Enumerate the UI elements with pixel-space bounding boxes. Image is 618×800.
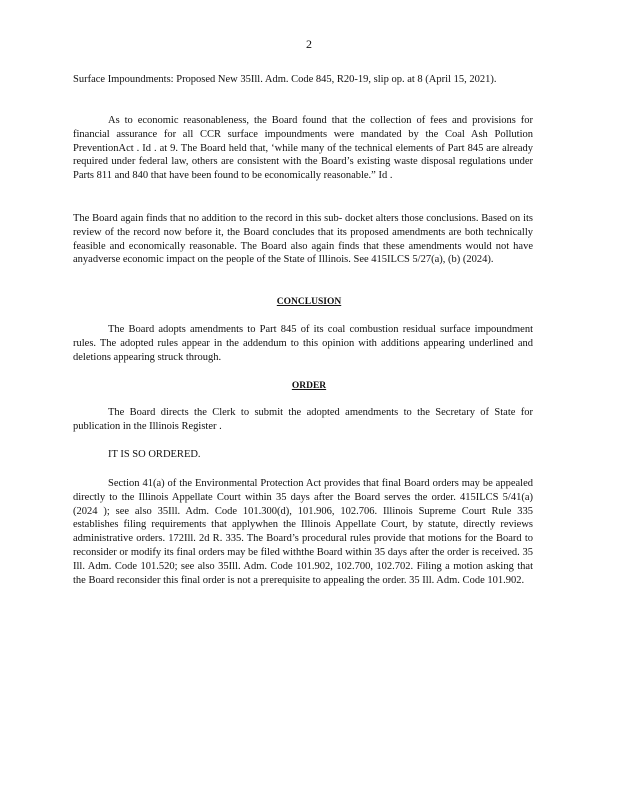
paragraph-citation-continued: Surface Impoundments: Proposed New 35Ill. Adm. Code 845, R20-19, slip op. at 8 (April 15, 2021).: [73, 74, 497, 85]
paragraph-board-findings: The Board again finds that no addition to the record in this sub- docket alters those conclusions. Based on its review of the record now before it, the Board concludes that its proposed amendments are both technically feasible and economically reasonable. The Board also again finds that these amendments would not have anyadverse economic impact on the people of the State of Illinois. See 415ILCS 5/27(a), (b) (2024).: [73, 213, 533, 266]
heading-order: ORDER: [291, 381, 327, 391]
heading-conclusion: CONCLUSION: [276, 297, 342, 307]
paragraph-economic-reasonableness: As to economic reasonableness, the Board found that the collection of fees and provisions for financial assurance for all CCR surface impoundments were mandated by the Coal Ash Pollution PreventionAct . Id . at 9. The Board held that, ‘while many of the technical elements of Part 845 are already required under federal law, others are consistent with the Board’s existing waste disposal regulations under Parts 811 and 840 that have been found to be economically reasonable.” Id .: [73, 115, 533, 182]
paragraph-appeal-notice: Section 41(a) of the Environmental Protection Act provides that final Board orders may be appealed directly to the Illinois Appellate Court within 35 days after the Board serves the order. 415ILCS 5/41(a) (2024 ); see also 35Ill. Adm. Code 101.300(d), 101.906, 102.706. Illinois Supreme Court Rule 335 establishes filing requirements that applywhen the Illinois Appellate Court, by statute, directly reviews administrative orders. 172Ill. 2d R. 335. The Board’s procedural rules provide that motions for the Board to reconsider or modify its final orders may be filed withthe Board within 35 days after the order is received. 35 Ill. Adm. Code 101.520; see also 35Ill. Adm. Code 101.902, 102.700, 102.702. Filing a motion asking that the Board reconsider this final order is not a prerequisite to appealing the order. 35 Ill. Adm. Code 101.902.: [73, 478, 533, 586]
paragraph-order: The Board directs the Clerk to submit the adopted amendments to the Secretary of State for publication in the Illinois Register .: [73, 407, 533, 432]
paragraph-conclusion: The Board adopts amendments to Part 845 of its coal combustion residual surface impoundment rules. The adopted rules appear in the addendum to this opinion with additions appearing underlined and deletions appearing struck through.: [73, 324, 533, 363]
so-ordered-line: IT IS SO ORDERED.: [108, 449, 201, 460]
page-number: 2: [306, 37, 312, 51]
